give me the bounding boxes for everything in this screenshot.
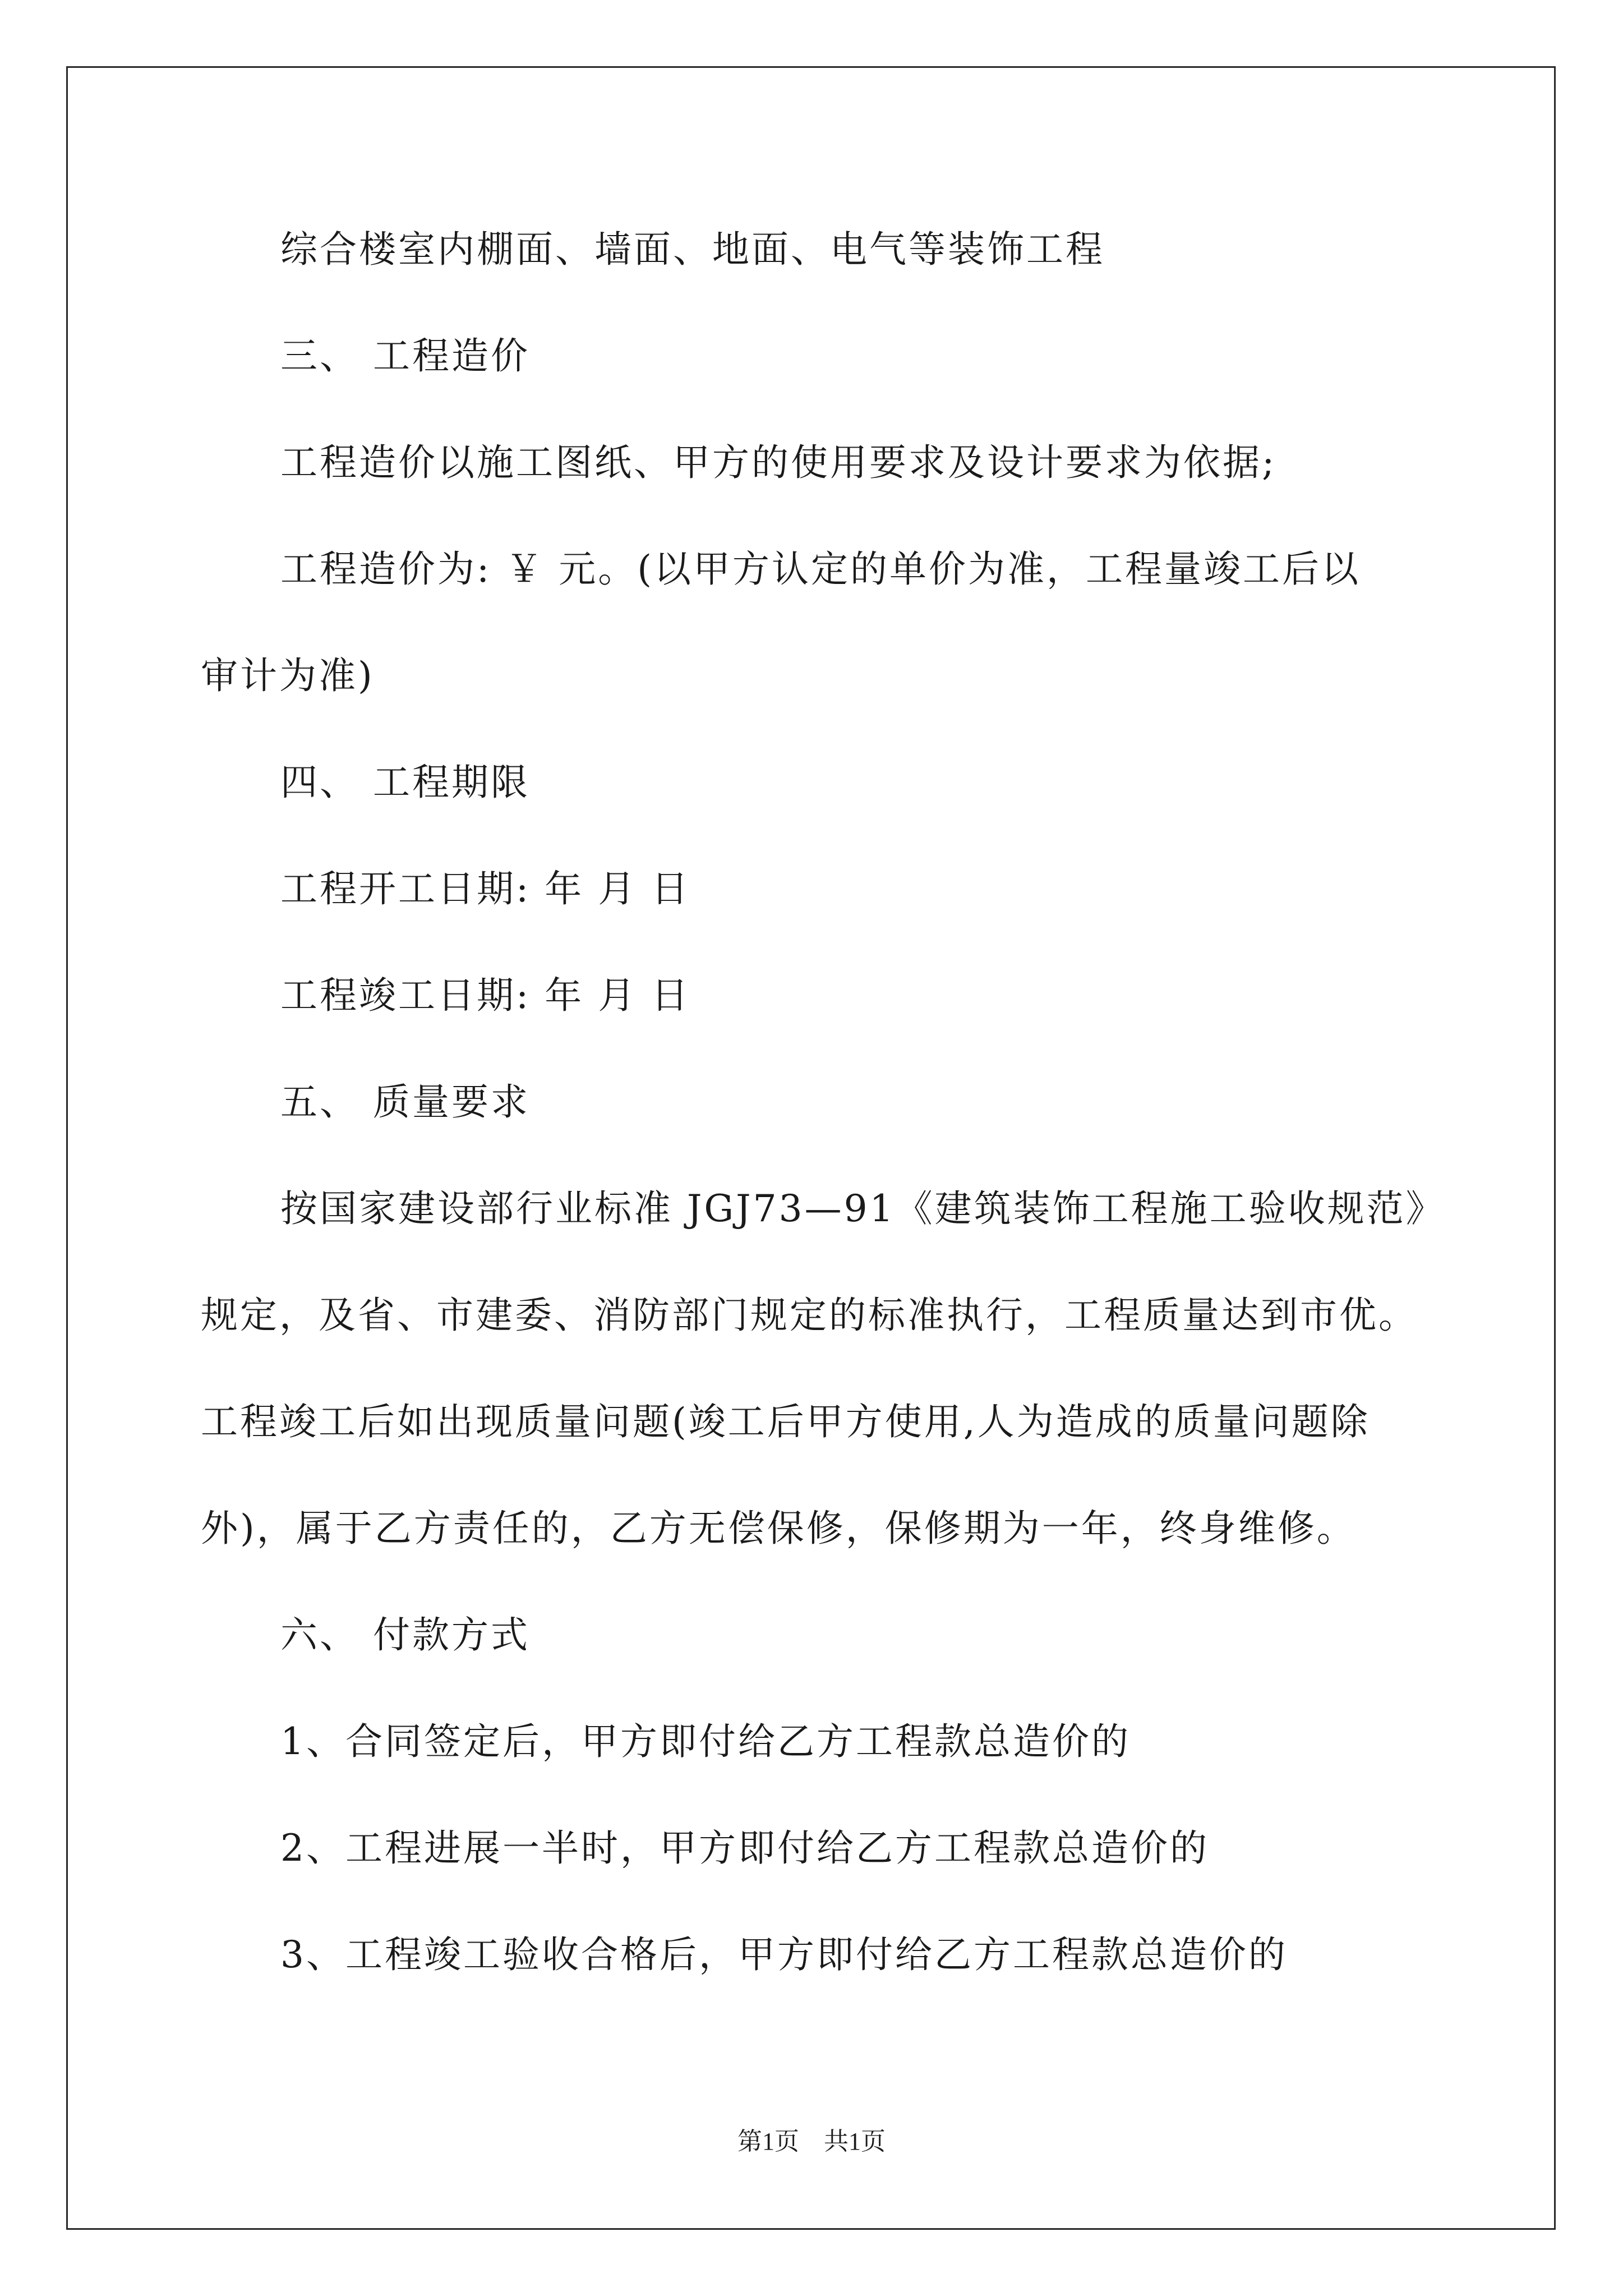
quality-text-3: 工程竣工后如出现质量问题(竣工后甲方使用,人为造成的质量问题除 bbox=[201, 1400, 1370, 1443]
cost-amount-text: 工程造价为: ￥ 元。(以甲方认定的单价为准，工程量竣工后以 bbox=[280, 547, 1361, 591]
page-border bbox=[66, 66, 1556, 2230]
page-footer bbox=[0, 2126, 1623, 2157]
payment-item-1: 1、合同签定后，甲方即付给乙方工程款总造价的 bbox=[280, 1720, 1131, 1763]
quality-text-1: 按国家建设部行业标准 JGJ73—91《建筑装饰工程施工验收规范》 bbox=[280, 1187, 1445, 1230]
scope-text: 综合楼室内棚面、墙面、地面、电气等装饰工程 bbox=[280, 228, 1105, 271]
section-4-heading: 四、 工程期限 bbox=[280, 761, 530, 804]
start-date-text: 工程开工日期: 年 月 日 bbox=[280, 867, 691, 910]
payment-item-2: 2、工程进展一半时，甲方即付给乙方工程款总造价的 bbox=[280, 1826, 1209, 1870]
quality-text-2: 规定，及省、市建委、消防部门规定的标准执行，工程质量达到市优。 bbox=[201, 1294, 1418, 1337]
payment-item-3: 3、工程竣工验收合格后，甲方即付给乙方工程款总造价的 bbox=[280, 1933, 1288, 1976]
cost-basis-text: 工程造价以施工图纸、甲方的使用要求及设计要求为依据; bbox=[280, 441, 1277, 484]
section-5-heading: 五、 质量要求 bbox=[280, 1080, 530, 1124]
page-number-current: 第1页 bbox=[737, 2128, 799, 2155]
page-number-total: 共1页 bbox=[824, 2128, 886, 2155]
section-6-heading: 六、 付款方式 bbox=[280, 1613, 530, 1657]
section-3-heading: 三、 工程造价 bbox=[280, 334, 530, 378]
quality-text-4: 外)，属于乙方责任的，乙方无偿保修，保修期为一年，终身维修。 bbox=[201, 1507, 1356, 1550]
cost-amount-text-cont: 审计为准) bbox=[201, 654, 375, 697]
end-date-text: 工程竣工日期: 年 月 日 bbox=[280, 974, 691, 1017]
